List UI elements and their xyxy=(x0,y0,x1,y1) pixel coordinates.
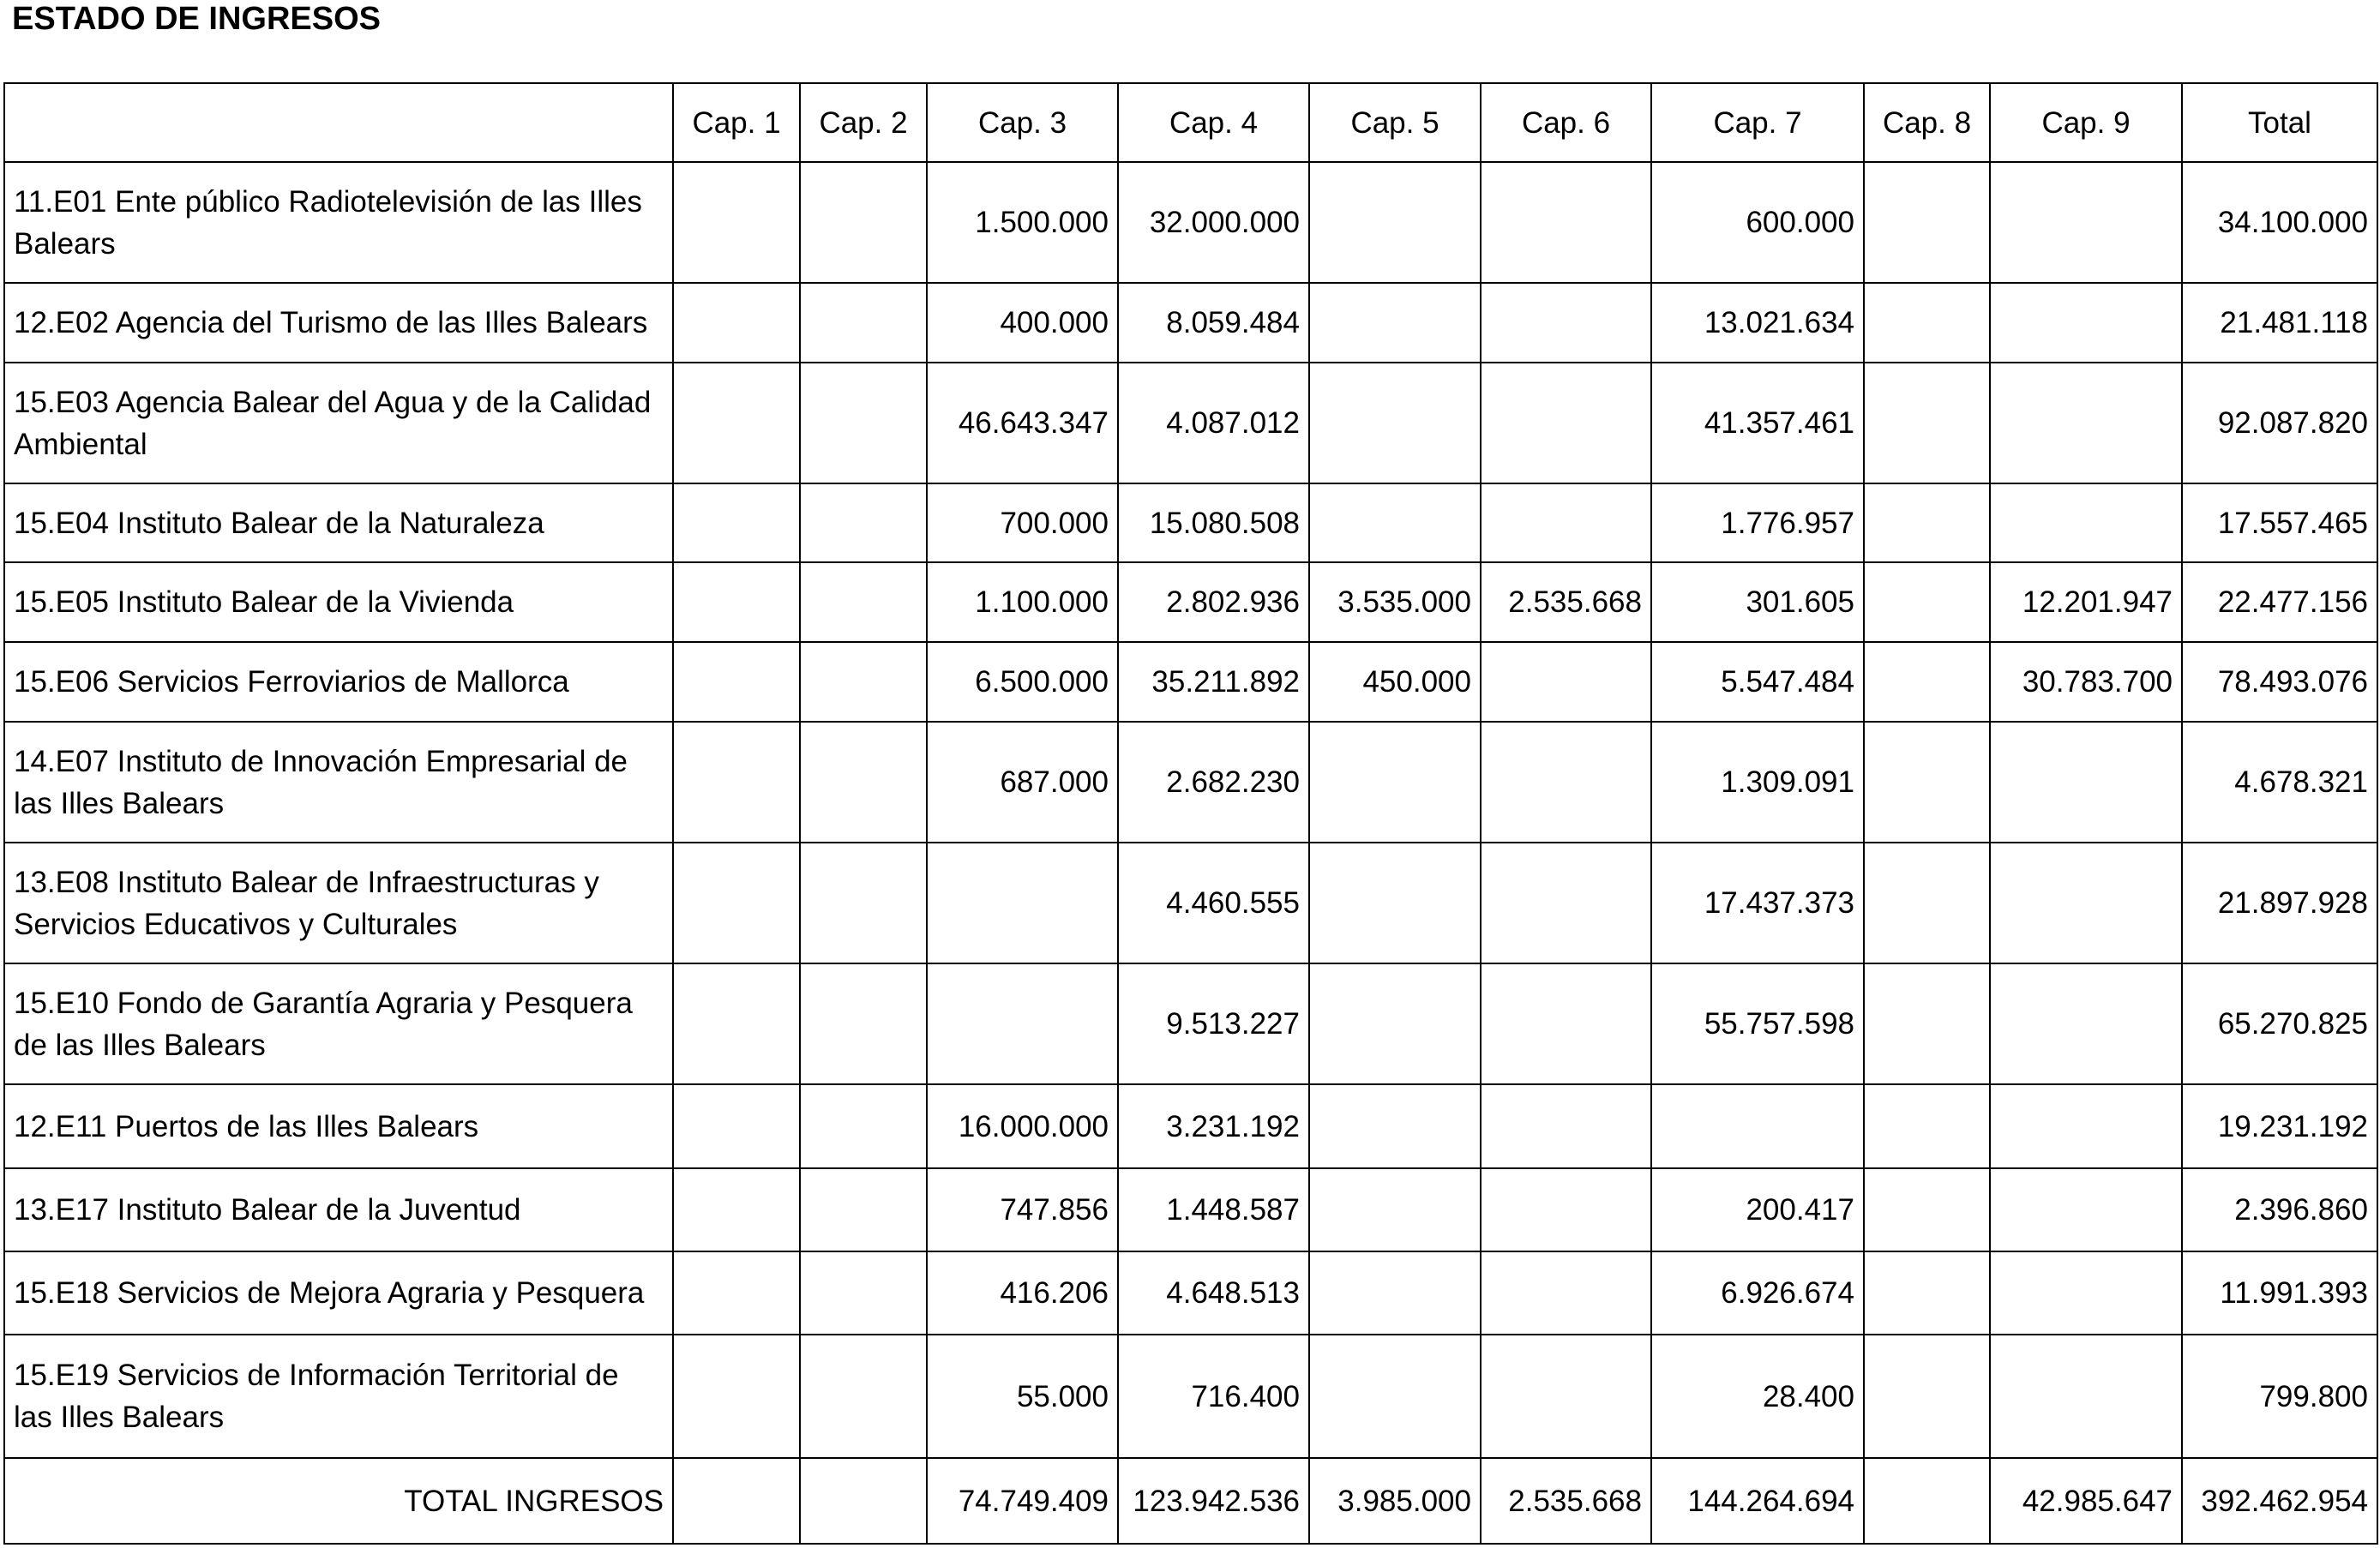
cap-7-cell: 41.357.461 xyxy=(1651,363,1864,483)
cap-7-cell: 5.547.484 xyxy=(1651,642,1864,722)
header-cell xyxy=(4,83,673,162)
cap-6-cell xyxy=(1481,642,1651,722)
total-cell: 22.477.156 xyxy=(2182,562,2377,642)
table-row xyxy=(4,1251,2377,1335)
cap-9-cell xyxy=(1990,363,2182,483)
cap-5-cell xyxy=(1309,483,1481,562)
cap-1-cell xyxy=(673,963,800,1084)
cap-4-cell: 3.231.192 xyxy=(1118,1084,1309,1168)
cap-6-cell xyxy=(1481,1251,1651,1335)
cap-8-cell xyxy=(1864,1335,1990,1458)
cap-3-cell: 687.000 xyxy=(927,722,1118,843)
cap-8-cell xyxy=(1864,162,1990,283)
cap-3-total: 74.749.409 xyxy=(927,1458,1118,1544)
total-cell: 2.396.860 xyxy=(2182,1168,2377,1251)
cap-6-cell xyxy=(1481,162,1651,283)
total-cell: 92.087.820 xyxy=(2182,363,2377,483)
cap-4-cell: 2.802.936 xyxy=(1118,562,1309,642)
cap-5-cell: 3.535.000 xyxy=(1309,562,1481,642)
cap-5-cell xyxy=(1309,963,1481,1084)
cap-5-cell xyxy=(1309,162,1481,283)
cap-9-cell: 30.783.700 xyxy=(1990,642,2182,722)
table-row xyxy=(4,1168,2377,1251)
cap-8-cell xyxy=(1864,1084,1990,1168)
entity-name: 15.E19 Servicios de Información Territorial de las Illes Balears xyxy=(4,1335,673,1458)
total-label: TOTAL INGRESOS xyxy=(4,1458,673,1544)
cap-2-cell xyxy=(800,963,927,1084)
total-cell: 19.231.192 xyxy=(2182,1084,2377,1168)
cap-2-cell xyxy=(800,363,927,483)
table-row xyxy=(4,843,2377,963)
cap-2-cell xyxy=(800,722,927,843)
cap-7-cell: 28.400 xyxy=(1651,1335,1864,1458)
cap-6-cell xyxy=(1481,483,1651,562)
cap-9-cell xyxy=(1990,843,2182,963)
cap-8-cell xyxy=(1864,483,1990,562)
cap-7-cell: 301.605 xyxy=(1651,562,1864,642)
table-row xyxy=(4,642,2377,722)
cap-5-total: 3.985.000 xyxy=(1309,1458,1481,1544)
table-row xyxy=(4,722,2377,843)
header-cell: Cap. 4 xyxy=(1118,83,1309,162)
header-cell: Cap. 1 xyxy=(673,83,800,162)
cap-9-cell: 12.201.947 xyxy=(1990,562,2182,642)
cap-6-cell xyxy=(1481,1335,1651,1458)
cap-4-cell: 1.448.587 xyxy=(1118,1168,1309,1251)
cap-1-cell xyxy=(673,162,800,283)
total-cell: 21.897.928 xyxy=(2182,843,2377,963)
income-table xyxy=(3,82,2378,1545)
cap-2-cell xyxy=(800,1251,927,1335)
entity-name: 15.E03 Agencia Balear del Agua y de la Calidad Ambiental xyxy=(4,363,673,483)
cap-8-cell xyxy=(1864,363,1990,483)
cap-6-cell xyxy=(1481,1168,1651,1251)
entity-name: 11.E01 Ente público Radiotelevisión de las Illes Balears xyxy=(4,162,673,283)
cap-9-cell xyxy=(1990,722,2182,843)
cap-1-cell xyxy=(673,1251,800,1335)
entity-name: 15.E06 Servicios Ferroviarios de Mallorca xyxy=(4,642,673,722)
cap-8-cell xyxy=(1864,1251,1990,1335)
table-row xyxy=(4,1335,2377,1458)
table-row xyxy=(4,162,2377,283)
cap-6-total: 2.535.668 xyxy=(1481,1458,1651,1544)
cap-8-cell xyxy=(1864,283,1990,363)
cap-4-cell: 2.682.230 xyxy=(1118,722,1309,843)
cap-6-cell xyxy=(1481,722,1651,843)
total-cell: 34.100.000 xyxy=(2182,162,2377,283)
cap-8-cell xyxy=(1864,963,1990,1084)
cap-3-cell: 747.856 xyxy=(927,1168,1118,1251)
total-cell: 78.493.076 xyxy=(2182,642,2377,722)
cap-7-cell: 1.776.957 xyxy=(1651,483,1864,562)
cap-2-cell xyxy=(800,162,927,283)
cap-5-cell xyxy=(1309,722,1481,843)
cap-3-cell: 700.000 xyxy=(927,483,1118,562)
header-cell: Total xyxy=(2182,83,2377,162)
cap-9-cell xyxy=(1990,1084,2182,1168)
cap-1-cell xyxy=(673,1335,800,1458)
cap-3-cell: 55.000 xyxy=(927,1335,1118,1458)
cap-4-cell: 15.080.508 xyxy=(1118,483,1309,562)
cap-6-cell xyxy=(1481,1084,1651,1168)
cap-4-cell: 4.648.513 xyxy=(1118,1251,1309,1335)
entity-name: 15.E04 Instituto Balear de la Naturaleza xyxy=(4,483,673,562)
header-cell: Cap. 2 xyxy=(800,83,927,162)
cap-6-cell xyxy=(1481,363,1651,483)
cap-8-cell xyxy=(1864,562,1990,642)
total-cell: 4.678.321 xyxy=(2182,722,2377,843)
cap-1-cell xyxy=(673,1084,800,1168)
grand-total: 392.462.954 xyxy=(2182,1458,2377,1544)
cap-3-cell xyxy=(927,843,1118,963)
cap-2-cell xyxy=(800,283,927,363)
cap-1-cell xyxy=(673,562,800,642)
entity-name: 13.E17 Instituto Balear de la Juventud xyxy=(4,1168,673,1251)
cap-1-cell xyxy=(673,363,800,483)
header-cell: Cap. 9 xyxy=(1990,83,2182,162)
entity-name: 12.E11 Puertos de las Illes Balears xyxy=(4,1084,673,1168)
total-cell: 799.800 xyxy=(2182,1335,2377,1458)
cap-4-cell: 32.000.000 xyxy=(1118,162,1309,283)
header-cell: Cap. 6 xyxy=(1481,83,1651,162)
cap-8-cell xyxy=(1864,722,1990,843)
entity-name: 14.E07 Instituto de Innovación Empresarial de las Illes Balears xyxy=(4,722,673,843)
header-cell: Cap. 8 xyxy=(1864,83,1990,162)
entity-name: 15.E10 Fondo de Garantía Agraria y Pesquera de las Illes Balears xyxy=(4,963,673,1084)
cap-2-cell xyxy=(800,843,927,963)
cap-9-cell xyxy=(1990,1335,2182,1458)
cap-3-cell: 46.643.347 xyxy=(927,363,1118,483)
cap-3-cell xyxy=(927,963,1118,1084)
cap-4-cell: 4.087.012 xyxy=(1118,363,1309,483)
cap-3-cell: 6.500.000 xyxy=(927,642,1118,722)
cap-2-cell xyxy=(800,483,927,562)
cap-7-cell: 600.000 xyxy=(1651,162,1864,283)
total-cell: 11.991.393 xyxy=(2182,1251,2377,1335)
cap-3-cell: 1.500.000 xyxy=(927,162,1118,283)
cap-7-total: 144.264.694 xyxy=(1651,1458,1864,1544)
cap-1-cell xyxy=(673,1168,800,1251)
header-cell: Cap. 3 xyxy=(927,83,1118,162)
cap-9-cell xyxy=(1990,1251,2182,1335)
cap-5-cell: 450.000 xyxy=(1309,642,1481,722)
table-row xyxy=(4,562,2377,642)
cap-5-cell xyxy=(1309,1084,1481,1168)
cap-9-cell xyxy=(1990,963,2182,1084)
cap-9-cell xyxy=(1990,283,2182,363)
entity-name: 12.E02 Agencia del Turismo de las Illes Balears xyxy=(4,283,673,363)
cap-8-cell xyxy=(1864,1168,1990,1251)
cap-7-cell: 13.021.634 xyxy=(1651,283,1864,363)
cap-3-cell: 1.100.000 xyxy=(927,562,1118,642)
cap-1-cell xyxy=(673,483,800,562)
table-row xyxy=(4,483,2377,562)
cap-9-cell xyxy=(1990,483,2182,562)
cap-7-cell xyxy=(1651,1084,1864,1168)
header-row xyxy=(4,83,2377,162)
total-cell: 21.481.118 xyxy=(2182,283,2377,363)
cap-2-cell xyxy=(800,1168,927,1251)
table-row xyxy=(4,283,2377,363)
cap-7-cell: 17.437.373 xyxy=(1651,843,1864,963)
cap-7-cell: 55.757.598 xyxy=(1651,963,1864,1084)
cap-4-cell: 716.400 xyxy=(1118,1335,1309,1458)
cap-9-cell xyxy=(1990,162,2182,283)
cap-2-cell xyxy=(800,562,927,642)
cap-1-cell xyxy=(673,642,800,722)
entity-name: 15.E05 Instituto Balear de la Vivienda xyxy=(4,562,673,642)
cap-9-total: 42.985.647 xyxy=(1990,1458,2182,1544)
cap-5-cell xyxy=(1309,1251,1481,1335)
cap-4-cell: 4.460.555 xyxy=(1118,843,1309,963)
cap-2-cell xyxy=(800,1335,927,1458)
total-cell: 17.557.465 xyxy=(2182,483,2377,562)
cap-2-total xyxy=(800,1458,927,1544)
cap-1-cell xyxy=(673,843,800,963)
cap-5-cell xyxy=(1309,843,1481,963)
cap-8-cell xyxy=(1864,843,1990,963)
cap-6-cell xyxy=(1481,963,1651,1084)
cap-1-total xyxy=(673,1458,800,1544)
cap-8-cell xyxy=(1864,642,1990,722)
cap-3-cell: 400.000 xyxy=(927,283,1118,363)
cap-4-cell: 8.059.484 xyxy=(1118,283,1309,363)
cap-7-cell: 1.309.091 xyxy=(1651,722,1864,843)
cap-3-cell: 416.206 xyxy=(927,1251,1118,1335)
cap-7-cell: 6.926.674 xyxy=(1651,1251,1864,1335)
cap-5-cell xyxy=(1309,363,1481,483)
entity-name: 13.E08 Instituto Balear de Infraestructuras y Servicios Educativos y Culturales xyxy=(4,843,673,963)
header-cell: Cap. 7 xyxy=(1651,83,1864,162)
cap-9-cell xyxy=(1990,1168,2182,1251)
cap-5-cell xyxy=(1309,283,1481,363)
cap-6-cell: 2.535.668 xyxy=(1481,562,1651,642)
entity-name: 15.E18 Servicios de Mejora Agraria y Pesquera xyxy=(4,1251,673,1335)
cap-6-cell xyxy=(1481,843,1651,963)
cap-2-cell xyxy=(800,642,927,722)
cap-5-cell xyxy=(1309,1335,1481,1458)
cap-3-cell: 16.000.000 xyxy=(927,1084,1118,1168)
table-row xyxy=(4,363,2377,483)
cap-5-cell xyxy=(1309,1168,1481,1251)
cap-4-total: 123.942.536 xyxy=(1118,1458,1309,1544)
cap-1-cell xyxy=(673,722,800,843)
total-cell: 65.270.825 xyxy=(2182,963,2377,1084)
cap-2-cell xyxy=(800,1084,927,1168)
header-cell: Cap. 5 xyxy=(1309,83,1481,162)
cap-4-cell: 9.513.227 xyxy=(1118,963,1309,1084)
table-row xyxy=(4,963,2377,1084)
cap-1-cell xyxy=(673,283,800,363)
cap-4-cell: 35.211.892 xyxy=(1118,642,1309,722)
cap-7-cell: 200.417 xyxy=(1651,1168,1864,1251)
cap-8-total xyxy=(1864,1458,1990,1544)
total-row xyxy=(4,1458,2377,1544)
cap-6-cell xyxy=(1481,283,1651,363)
document-title: ESTADO DE INGRESOS xyxy=(12,1,382,37)
table-row xyxy=(4,1084,2377,1168)
